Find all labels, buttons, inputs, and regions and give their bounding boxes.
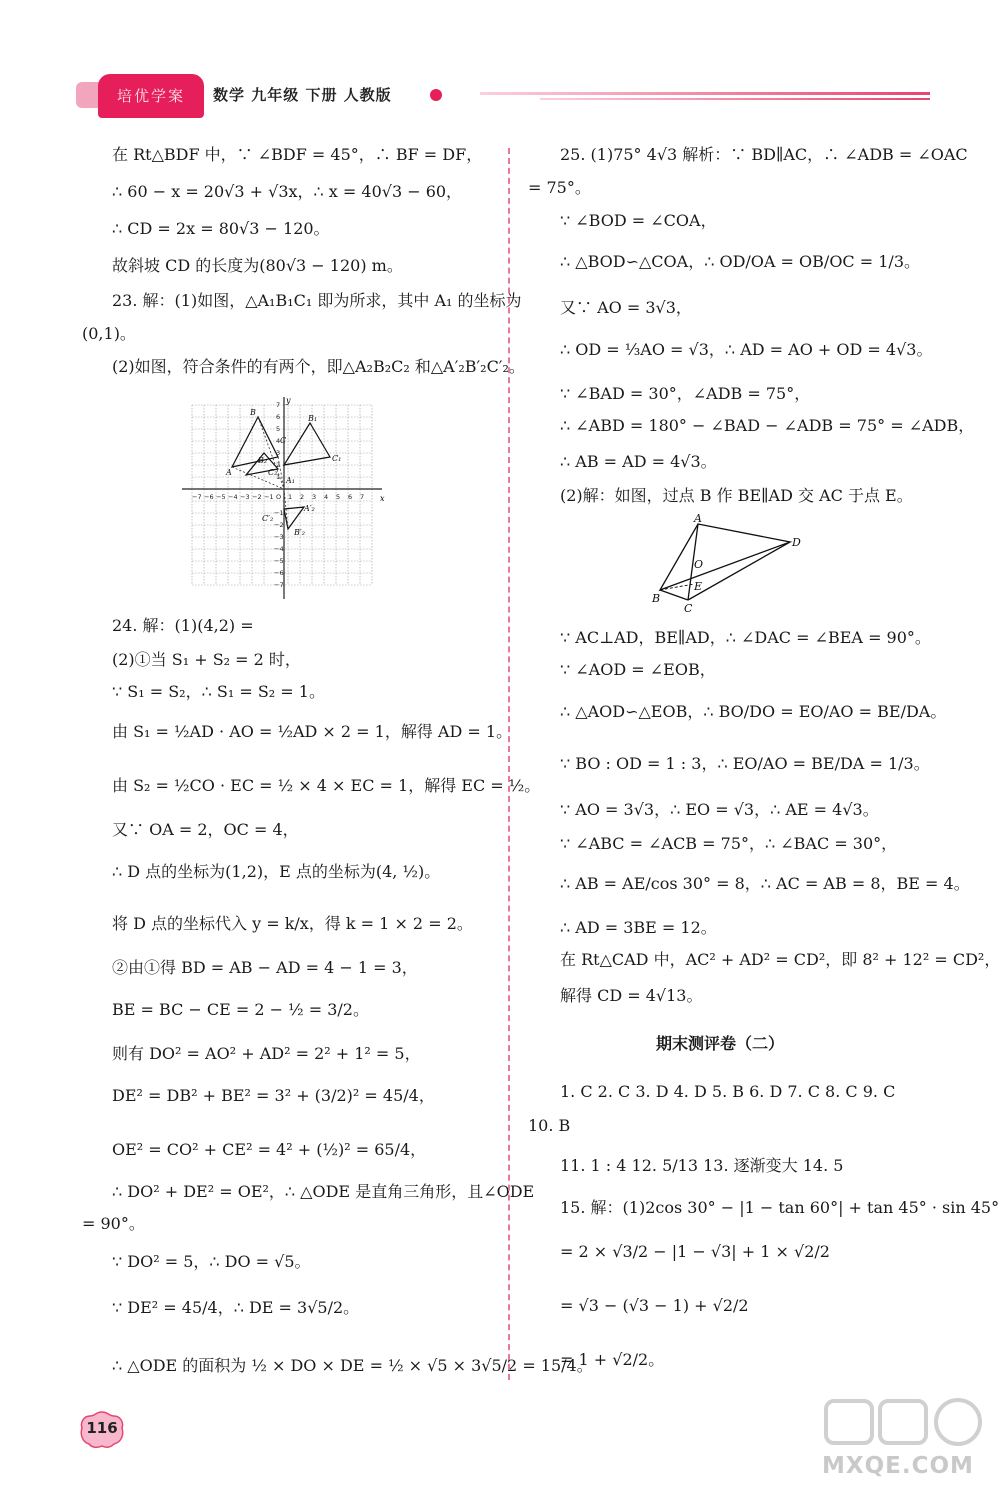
- point-label: C: [280, 436, 287, 445]
- column-divider: [508, 148, 510, 1380]
- y-tick-label: −3: [274, 533, 284, 541]
- text-line: 故斜坡 CD 的长度为(80√3 − 120) m。: [112, 256, 403, 275]
- text-line: ∵ BO : OD = 1 : 3，∴ EO/AO = BE/DA = 1/3。: [560, 754, 930, 773]
- point-label: C′₂: [262, 514, 274, 523]
- text-line: 11. 1 : 4 12. 5/13 13. 逐渐变大 14. 5: [560, 1156, 844, 1175]
- text-line: = √3 − (√3 − 1) + √2/2: [560, 1296, 749, 1315]
- text-line: ∴ AB = AE/cos 30° = 8，∴ AC = AB = 8，BE = 4。: [560, 874, 970, 893]
- text-line: ∴ △ODE 的面积为 ½ × DO × DE = ½ × √5 × 3√5/2 = 15/4。: [112, 1356, 593, 1375]
- text-line: (0,1)。: [82, 324, 136, 343]
- point-label: A: [226, 468, 232, 477]
- text-line: ∴ CD = 2x = 80√3 − 120。: [112, 219, 330, 238]
- text-line: = 90°。: [82, 1214, 145, 1233]
- text-line: = 2 × √3/2 − |1 − √3| + 1 × √2/2: [560, 1242, 830, 1261]
- text-line: ∴ OD = ⅓AO = √3，∴ AD = AO + OD = 4√3。: [560, 340, 933, 359]
- x-tick-label: −7: [192, 493, 202, 501]
- point-label: B: [250, 408, 256, 417]
- section-title: 期末测评卷（二）: [656, 1034, 785, 1053]
- text-line: ∴ △AOD∽△EOB，∴ BO/DO = EO/AO = BE/DA。: [560, 702, 947, 721]
- point-label: C: [684, 602, 693, 615]
- origin-label: O: [276, 493, 282, 501]
- text-line: ②由①得 BD = AB − AD = 4 − 1 = 3，: [112, 958, 418, 977]
- text-line: 在 Rt△BDF 中，∵ ∠BDF = 45°，∴ BF = DF，: [112, 145, 483, 164]
- y-tick-label: −2: [274, 521, 284, 529]
- y-tick-label: −4: [274, 545, 284, 553]
- text-line: DE² = DB² + BE² = 3² + (3/2)² = 45/4，: [112, 1086, 435, 1105]
- text-line: = 1 + √2/2。: [560, 1350, 665, 1369]
- text-line: 23. 解：(1)如图，△A₁B₁C₁ 即为所求，其中 A₁ 的坐标为: [112, 291, 522, 310]
- x-tick-label: 3: [312, 493, 317, 501]
- y-tick-label: 5: [276, 425, 281, 433]
- text-line: 24. 解：(1)(4,2) =: [112, 616, 254, 635]
- point-label: B: [652, 592, 661, 605]
- point-label: A′₂: [304, 504, 315, 513]
- text-line: ∴ ∠ABD = 180° − ∠BAD − ∠ADB = 75° = ∠ADB，: [560, 416, 975, 435]
- triangle-abc: [232, 417, 281, 469]
- y-tick-label: −7: [274, 581, 284, 589]
- text-line: ∵ DE² = 45/4，∴ DE = 3√5/2。: [112, 1298, 360, 1317]
- header-rule: [480, 92, 930, 95]
- x-tick-label: 7: [360, 493, 365, 501]
- x-tick-label: 5: [336, 493, 341, 501]
- text-line: ∴ 60 − x = 20√3 + √3x，∴ x = 40√3 − 60，: [112, 182, 463, 201]
- x-tick-label: −2: [252, 493, 262, 501]
- point-label: B′₂: [294, 528, 305, 537]
- x-tick-label: −5: [216, 493, 226, 501]
- x-tick-label: −4: [228, 493, 238, 501]
- point-label: A: [694, 512, 702, 525]
- text-line: ∴ △BOD∽△COA，∴ OD/OA = OB/OC = 1/3。: [560, 252, 921, 271]
- text-line: ∵ ∠BAD = 30°，∠ADB = 75°，: [560, 384, 811, 403]
- text-line: 又∵ AO = 3√3，: [560, 298, 692, 317]
- point-label: B₂: [258, 456, 268, 465]
- text-line: 将 D 点的坐标代入 y = k/x，得 k = 1 × 2 = 2。: [112, 914, 473, 933]
- y-tick-label: −5: [274, 557, 284, 565]
- text-line: ∴ D 点的坐标为(1,2)，E 点的坐标为(4, ½)。: [112, 862, 441, 881]
- y-tick-label: 1: [276, 473, 281, 481]
- text-line: 由 S₁ = ½AD · AO = ½AD × 2 = 1，解得 AD = 1。: [112, 722, 513, 741]
- y-tick-label: 3: [276, 449, 281, 457]
- text-line: 15. 解：(1)2cos 30° − |1 − tan 60°| + tan 45° · sin 45°: [560, 1198, 1000, 1217]
- header-dot-icon: [430, 89, 442, 101]
- watermark-text: MXQE.COM: [822, 1453, 974, 1479]
- x-tick-label: −3: [240, 493, 250, 501]
- y-axis-label: y: [286, 396, 291, 405]
- triangle-abd: [660, 524, 790, 590]
- x-tick-label: 6: [348, 493, 353, 501]
- text-line: 由 S₂ = ½CO · EC = ½ × 4 × EC = 1，解得 EC = ½。: [112, 776, 541, 795]
- text-line: (2)如图，符合条件的有两个，即△A₂B₂C₂ 和△A′₂B′₂C′₂。: [112, 357, 525, 376]
- text-line: 解得 CD = 4√13。: [560, 986, 703, 1005]
- text-line: 25. (1)75° 4√3 解析：∵ BD∥AC，∴ ∠ADB = ∠OAC: [560, 145, 968, 164]
- text-line: ∵ AC⊥AD，BE∥AD，∴ ∠DAC = ∠BEA = 90°。: [560, 628, 931, 647]
- y-tick-label: 7: [276, 401, 281, 409]
- text-line: 则有 DO² = AO² + AD² = 2² + 1² = 5，: [112, 1044, 421, 1063]
- text-line: ∵ AO = 3√3，∴ EO = √3，∴ AE = 4√3。: [560, 800, 879, 819]
- text-line: BE = BC − CE = 2 − ½ = 3/2。: [112, 1000, 369, 1019]
- text-line: ∵ S₁ = S₂，∴ S₁ = S₂ = 1。: [112, 682, 325, 701]
- x-tick-label: −1: [264, 493, 274, 501]
- y-tick-label: −1: [274, 509, 284, 517]
- page-number: 116: [86, 1419, 118, 1437]
- x-tick-label: 4: [324, 493, 329, 501]
- text-line: 又∵ OA = 2，OC = 4，: [112, 820, 299, 839]
- header-rule: [540, 98, 930, 100]
- x-tick-label: 1: [288, 493, 293, 501]
- y-tick-label: −6: [274, 569, 284, 577]
- y-tick-label: 4: [276, 437, 281, 445]
- text-line: 在 Rt△CAD 中，AC² + AD² = CD²，即 8² + 12² = CD²，: [560, 950, 1000, 969]
- text-line: ∵ ∠ABC = ∠ACB = 75°，∴ ∠BAC = 30°，: [560, 834, 898, 853]
- point-label: C₁: [332, 454, 342, 463]
- coordinate-grid-figure: [180, 395, 390, 600]
- text-line: ∴ AD = 3BE = 12。: [560, 918, 717, 937]
- text-line: ∵ ∠BOD = ∠COA，: [560, 211, 717, 230]
- text-line: ∴ DO² + DE² = OE²，∴ △ODE 是直角三角形，且∠ODE: [112, 1182, 535, 1201]
- text-line: OE² = CO² + CE² = 4² + (½)² = 65/4，: [112, 1140, 427, 1159]
- y-tick-label: 6: [276, 413, 281, 421]
- text-line: (2)解：如图，过点 B 作 BE∥AD 交 AC 于点 E。: [560, 486, 913, 505]
- point-label: O: [694, 558, 704, 571]
- point-label: E: [694, 580, 703, 593]
- text-line: = 75°。: [528, 178, 591, 197]
- point-label: B₁: [308, 414, 318, 423]
- point-label: D: [792, 536, 801, 549]
- point-label: C₂: [268, 468, 278, 477]
- x-axis-label: x: [380, 494, 385, 503]
- y-tick-label: 2: [276, 461, 281, 469]
- point-label: A₁: [286, 476, 295, 485]
- text-line: (2)①当 S₁ + S₂ = 2 时，: [112, 650, 301, 669]
- text-line: 1. C 2. C 3. D 4. D 5. B 6. D 7. C 8. C 9. C: [560, 1082, 896, 1101]
- brand-tab: 培优学案: [98, 74, 204, 118]
- text-line: 10. B: [528, 1116, 571, 1135]
- x-tick-label: 2: [300, 493, 305, 501]
- text-line: ∵ DO² = 5，∴ DO = √5。: [112, 1252, 311, 1271]
- header-subject: 数学 九年级 下册 人教版: [213, 86, 392, 104]
- text-line: ∵ ∠AOD = ∠EOB，: [560, 660, 716, 679]
- text-line: ∴ AB = AD = 4√3。: [560, 452, 717, 471]
- triangle-figure: [650, 512, 810, 617]
- page-header: [0, 0, 1000, 130]
- x-tick-label: −6: [204, 493, 214, 501]
